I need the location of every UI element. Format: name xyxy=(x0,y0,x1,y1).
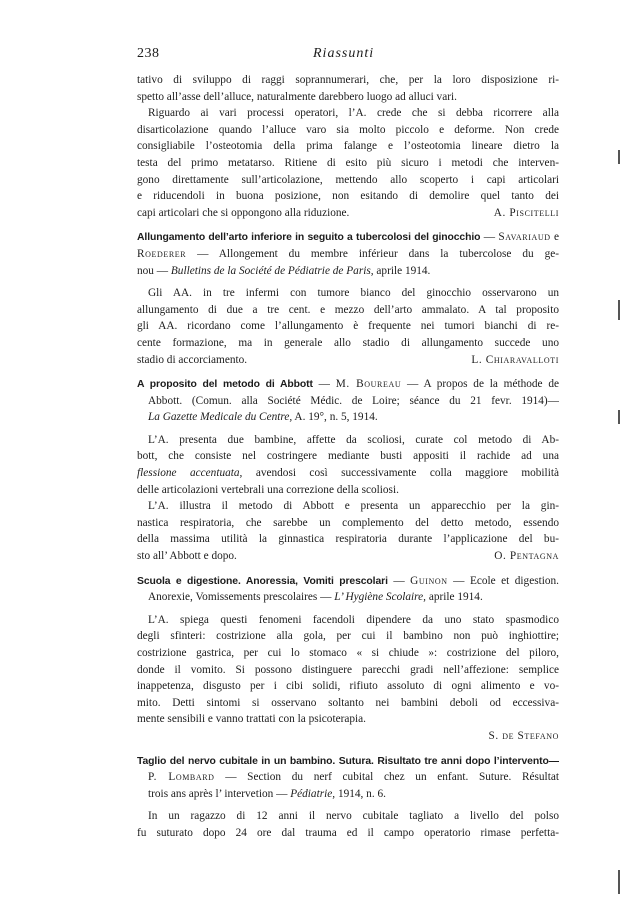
entry-title: Taglio del nervo cubitale in un bambino. Sutura. Risultato tre anni dopo l’intervento— xyxy=(137,755,559,767)
text-line: e riducendoli in buona posizione, non esitando di demolire quel tanto dei xyxy=(137,190,559,203)
journal-name: La Gazette Medicale du Centre, xyxy=(148,411,293,424)
entry-heading-line xyxy=(137,753,559,770)
journal-name: Pédiatrie, xyxy=(290,787,336,800)
entry-heading-line: Allungamento dell’arto inferiore in seguito a tubercolosi del ginocchio — Savariaud e xyxy=(137,231,559,244)
scan-edge-mark xyxy=(618,150,620,164)
text-fragment: avendosi così successivamente colla maggiore mobilità xyxy=(255,467,559,480)
text-line xyxy=(137,205,559,222)
text-line xyxy=(137,465,559,482)
text-line: spetto all’asse dell’alluce, naturalmente darebbero luogo ad alluci vari. xyxy=(137,90,457,103)
author: Guinon xyxy=(410,574,448,587)
reference-text: — Ecole et digestion. xyxy=(453,574,559,587)
reference-line: Abbott. (Comun. alla Société Médic. de Loire; séance du 21 fevr. 1914)— xyxy=(148,394,559,407)
abstract-entry xyxy=(137,753,559,842)
text-line: L’A. illustra il metodo di Abbott e presenta un apparecchio per la gin- xyxy=(148,500,559,513)
author: Roederer xyxy=(137,247,187,260)
text-line: gono direttamente sull’articolazione, mettendo allo scoperto i capi articolari xyxy=(137,173,559,186)
author: P. Lombard xyxy=(148,771,215,784)
final-text: stadio di accorciamento. xyxy=(137,353,248,366)
spacer xyxy=(137,565,559,573)
continued-abstract xyxy=(137,72,559,221)
reference-text: A. 19°, n. 5, 1914. xyxy=(294,411,378,424)
scan-edge-mark xyxy=(618,870,620,894)
signature-line xyxy=(137,728,559,745)
reference-line xyxy=(137,589,559,606)
entry-title: Scuola e digestione. Anoressia, Vomiti prescolari xyxy=(137,575,388,587)
journal-name: L’ Hygiène Scolaire, xyxy=(334,591,426,604)
emphasis-text: flessione accentuata, xyxy=(137,467,243,480)
text-line: della massima utilità la ginnastica respiratoria durante l’applicazione del bu- xyxy=(137,533,559,546)
running-title: Riassunti xyxy=(313,46,375,61)
text-line: Riguardo ai vari processi operatori, l’A. crede che si debba ricorrere alla xyxy=(148,107,559,120)
text-line: allungamento di due a tre cent. e mezzo dell’arto ammalato. A tal proposito xyxy=(137,303,559,316)
text-line: delle articolazioni vertebrali una correzione della scoliosi. xyxy=(137,483,399,496)
signature: O. Pentagna xyxy=(494,550,559,563)
text-line xyxy=(137,548,559,565)
text-line xyxy=(137,352,559,369)
reference-text: — A propos de la méthode de xyxy=(407,378,559,391)
text-line: testa del primo metatarso. Ritiene di esito più sicuro i metodi che interven- xyxy=(137,156,559,169)
reference-text: — Section du nerf cubital chez un enfant. Suture. Résultat xyxy=(225,771,559,784)
text-line: fu suturato dopo 24 ore dal trauma ed il campo operatorio rimase perfetta- xyxy=(137,826,559,839)
text-line: consigliabile l’osteotomia della prima falange e l’osteotomia lineare dietro la xyxy=(137,140,559,153)
text-line: cente formazione, ma in generale allo stadio di allungamento succede uno xyxy=(137,336,559,349)
reference-line xyxy=(137,786,559,803)
entry-title: A proposito del metodo di Abbott xyxy=(137,379,313,391)
author: M. Boureau xyxy=(335,378,402,391)
journal-name: Bulletins de la Société de Pédiatrie de Paris, xyxy=(170,264,374,277)
author: Savariaud xyxy=(498,231,551,244)
signature: L. Chiaravalloti xyxy=(471,353,559,366)
reference-date: aprile 1914. xyxy=(376,264,431,277)
abstract-entry xyxy=(137,229,559,368)
reference-line xyxy=(137,246,559,263)
scan-edge-mark xyxy=(618,300,620,320)
text-line: donde il vomito. Si possono distinguere parecchi gradi nell’affezione: semplice xyxy=(137,663,559,676)
reference-text: trois ans après l’ intervetion — xyxy=(148,787,288,800)
abstract-entry xyxy=(137,376,559,565)
page-body xyxy=(137,72,559,842)
reference-line xyxy=(137,769,559,786)
entry-heading-line: A proposito del metodo di Abbott — M. Boureau — A propos de la méthode de xyxy=(137,378,559,391)
text-line: mito. Detti sintomi si osservano soltanto nei bambini deboli od eccessiva- xyxy=(137,696,559,709)
reference-text: Anorexie, Vomissements prescolaires — xyxy=(148,591,332,604)
text-line: bott, che consiste nel costringere mediante busti appositi il rachide ad una xyxy=(137,450,559,463)
text-line: inappetenza, disgusto per i cibi solidi, rifiuto assoluto di ogni alimento e vo- xyxy=(137,680,559,693)
page-number: 238 xyxy=(137,46,160,61)
final-text: sto all’ Abbott e dopo. xyxy=(137,550,237,563)
text-line: costrizione gastrica, per cui lo stomaco « si chiude »: costrizione del piloro, xyxy=(137,647,559,659)
reference-text: nou — xyxy=(137,264,169,277)
abstract-entry xyxy=(137,573,559,745)
spacer xyxy=(137,221,559,229)
scan-edge-mark xyxy=(618,410,620,424)
spacer xyxy=(137,745,559,753)
signature: A. Piscitelli xyxy=(493,206,559,219)
text-line: tativo di sviluppo di raggi soprannumerari, che, per la loro disposizione ri- xyxy=(137,74,559,86)
text-line: Gli AA. in tre infermi con tumore bianco del ginocchio osservarono un xyxy=(148,287,559,300)
text-line: disarticolazione quando l’alluce varo sia molto piccolo e deforme. Non crede xyxy=(137,123,559,136)
entry-heading-line: Scuola e digestione. Anoressia, Vomiti prescolari — Guinon — Ecole et digestion. xyxy=(137,574,559,587)
text-line: nastica respiratoria, che sarebbe un complemento del detto metodo, essendo xyxy=(137,516,559,529)
reference-line xyxy=(137,409,559,426)
signature: S. de Stefano xyxy=(488,729,559,742)
text-line: degli sfinteri: costrizione alla gola, per cui il bambino non può inghiottire; xyxy=(137,630,559,643)
reference-date: 1914, n. 6. xyxy=(337,787,386,800)
text-line: gli AA. ricordano come l’allungamento è frequente nei tumori bianchi di re- xyxy=(137,320,559,333)
reference-line xyxy=(137,263,559,280)
reference-text: — Allongement du membre inférieur dans la tubercolose du ge- xyxy=(197,247,559,260)
reference-date: aprile 1914. xyxy=(428,591,483,604)
text-line: L’A. spiega questi fenomeni facendoli dipendere da uno stato spasmodico xyxy=(148,613,559,626)
text-line: mente sensibili e vanno trattati con la psicoterapia. xyxy=(137,713,366,726)
entry-title: Allungamento dell’arto inferiore in seguito a tubercolosi del ginocchio xyxy=(137,232,481,244)
spacer xyxy=(137,368,559,376)
text-line: L’A. presenta due bambine, affette da scoliosi, curate col metodo di Ab- xyxy=(148,433,559,446)
page-header xyxy=(137,46,557,66)
text-line: In un ragazzo di 12 anni il nervo cubitale tagliato a livello del polso xyxy=(148,810,559,823)
final-text: capi articolari che si oppongono alla riduzione. xyxy=(137,206,350,219)
